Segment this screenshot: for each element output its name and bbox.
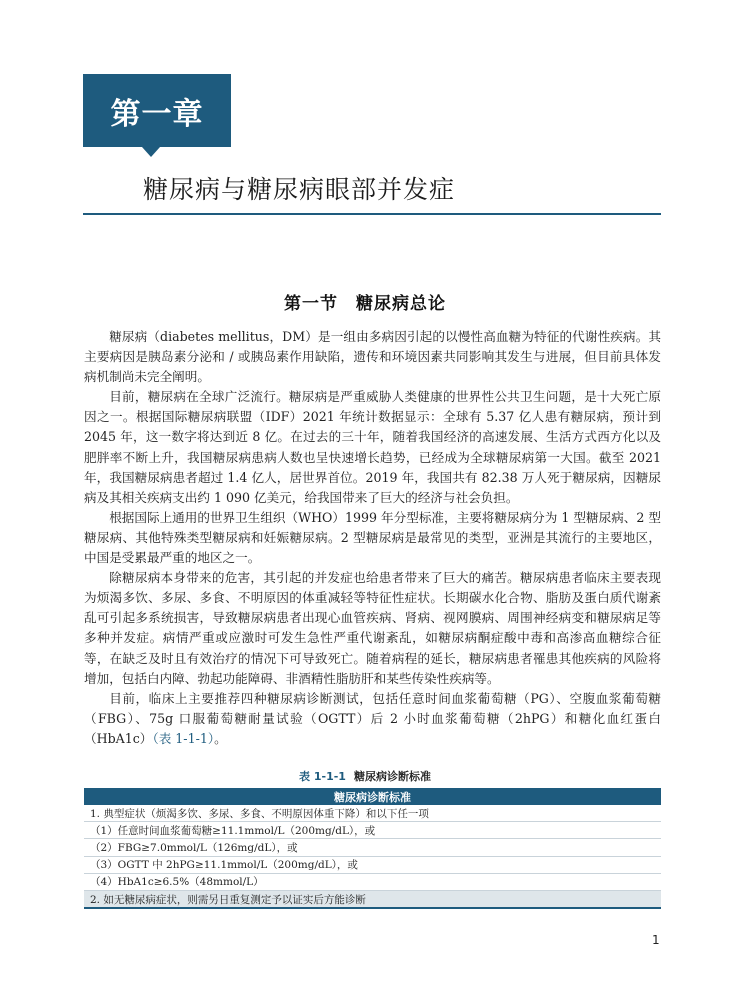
paragraph-classification: 根据国际上通用的世界卫生组织（WHO）1999 年分型标准，主要将糖尿病分为 1 型糖尿病、2 型糖尿病、其他特殊类型糖尿病和妊娠糖尿病。2 型糖尿病是最常见的类型，亚洲是其流行的主要地区，中国是受累最严重的地区之一。 bbox=[84, 509, 661, 566]
table-cell: 2. 如无糖尿病症状，则需另日重复测定予以证实后方能诊断 bbox=[84, 890, 661, 908]
paragraph-epidemiology: 目前，糖尿病在全球广泛流行。糖尿病是严重威胁人类健康的世界性公共卫生问题，是十大死亡原因之一。根据国际糖尿病联盟（IDF）2021 年统计数据显示：全球有 5.37 亿人患有糖尿病，预计到 2045 年，这一数字将达到近 8 亿。在过去的三十年，随着我国经济的高速发展、生活方式西方化以及肥胖率不断上升，我国糖尿病患病人数也呈快速增长趋势，已经成为全球糖尿病第一大国。截至 2021 年，我国糖尿病患者超过 1.4 亿人，居世界首位。2019 年，我国共有 82.38 万人死于糖尿病，因糖尿病及其相关疾病支出约 1 090 亿美元，给我国带来了巨大的经济与社会负担。 bbox=[84, 389, 661, 505]
table-row bbox=[84, 839, 661, 856]
table-row bbox=[84, 873, 661, 890]
table-caption bbox=[0, 768, 730, 784]
diagnosis-table bbox=[84, 788, 661, 909]
table-row bbox=[84, 890, 661, 908]
table-row bbox=[84, 805, 661, 822]
section-title: 第一节 糖尿病总论 bbox=[284, 294, 446, 314]
paragraph-diagnosis bbox=[84, 689, 661, 749]
table-header-row bbox=[84, 788, 661, 805]
paragraph-definition: 糖尿病（diabetes mellitus，DM）是一组由多病因引起的以慢性高血糖为特征的代谢性疾病。其主要病因是胰岛素分泌和 / 或胰岛素作用缺陷，遗传和环境因素共同影响其发生与进展，但目前具体发病机制尚未完全阐明。 bbox=[84, 329, 661, 385]
table-cell: （3）OGTT 中 2hPG≥11.1mmol/L（200mg/dL），或 bbox=[84, 856, 661, 873]
chapter-label: 第一章 bbox=[83, 74, 231, 147]
chapter-label-notch bbox=[142, 147, 160, 157]
paragraph-diagnosis-text: 目前，临床上主要推荐四种糖尿病诊断测试，包括任意时间血浆葡萄糖（PG）、空腹血浆葡萄糖（FBG）、75g 口服葡萄糖耐量试验（OGTT）后 2 小时血浆葡萄糖（2hPG）和糖化血红蛋白（HbA1c） bbox=[84, 690, 661, 746]
table-cell: （1）任意时间血浆葡萄糖≥11.1mmol/L（200mg/dL），或 bbox=[84, 822, 661, 839]
table-row bbox=[84, 856, 661, 873]
table-caption-title: 糖尿病诊断标准 bbox=[353, 770, 431, 783]
table-cell: （4）HbA1c≥6.5%（48mmol/L） bbox=[84, 873, 661, 890]
paragraph-diagnosis-end: 。 bbox=[214, 730, 227, 746]
body-text bbox=[84, 327, 661, 749]
paragraph-complications: 除糖尿病本身带来的危害，其引起的并发症也给患者带来了巨大的痛苦。糖尿病患者临床主要表现为烦渴多饮、多尿、多食、不明原因的体重减轻等特征性症状。长期碳水化合物、脂肪及蛋白质代谢紊乱可引起多系统损害，导致糖尿病患者出现心血管疾病、肾病、视网膜病、周围神经病变和糖尿病足等多种并发症。病情严重或应激时可发生急性严重代谢紊乱，如糖尿病酮症酸中毒和高渗高血糖综合征等，在缺乏及时且有效治疗的情况下可导致死亡。随着病程的延长，糖尿病患者罹患其他疾病的风险将增加，包括白内障、勃起功能障碍、非酒精性脂肪肝和某些传染性疾病等。 bbox=[84, 570, 661, 686]
chapter-title: 糖尿病与糖尿病眼部并发症 bbox=[143, 175, 456, 204]
table-cell: 1. 典型症状（烦渴多饮、多尿、多食、不明原因体重下降）和以下任一项 bbox=[84, 805, 661, 822]
table-cell: （2）FBG≥7.0mmol/L（126mg/dL），或 bbox=[84, 839, 661, 856]
table-caption-label: 表 1-1-1 bbox=[299, 770, 346, 783]
page-number: 1 bbox=[652, 933, 660, 947]
table-reference-link[interactable]: （表 1-1-1） bbox=[152, 730, 215, 746]
chapter-divider bbox=[83, 213, 661, 215]
table-header: 糖尿病诊断标准 bbox=[84, 788, 661, 805]
table-row bbox=[84, 822, 661, 839]
